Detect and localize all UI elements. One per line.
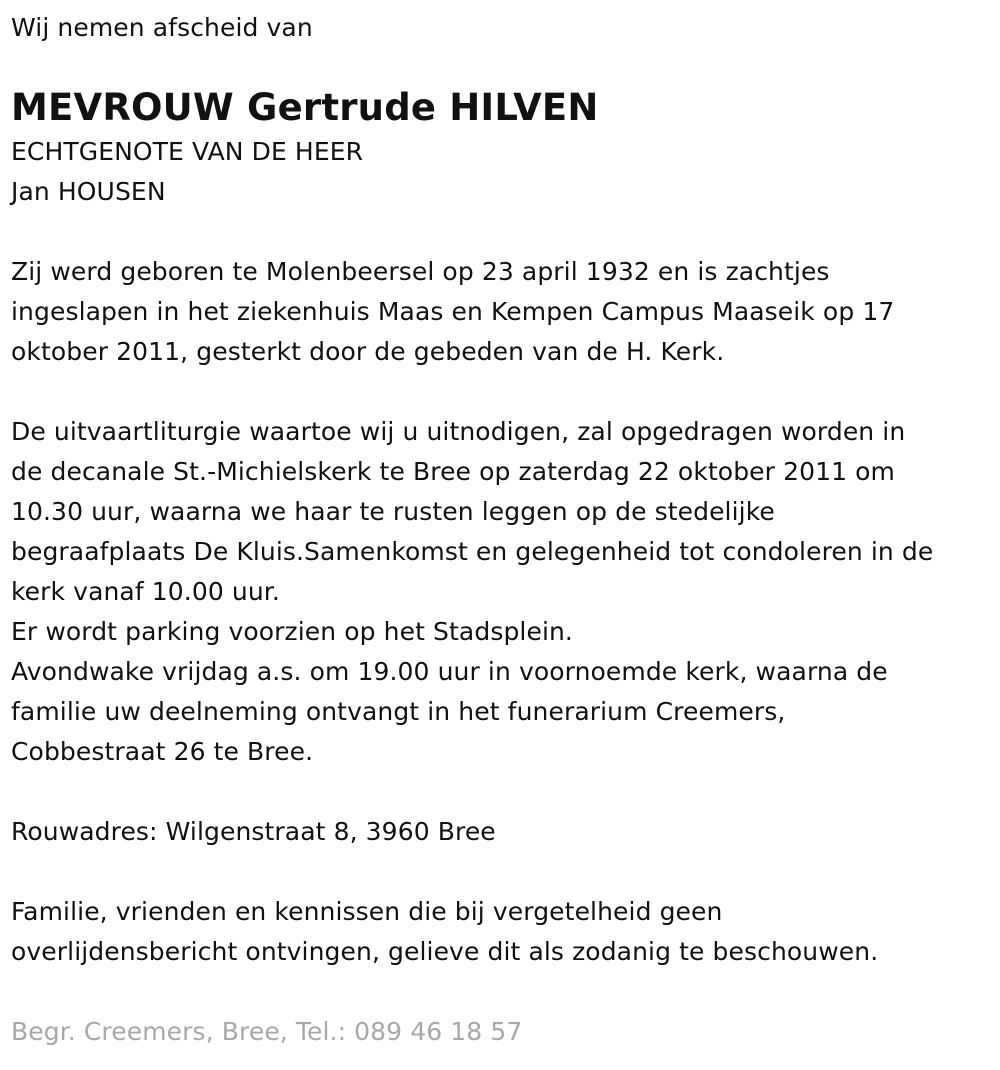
paragraph-line: ingeslapen in het ziekenhuis Maas en Kempen Campus Maaseik op 17 <box>11 297 895 326</box>
paragraph-line: kerk vanaf 10.00 uur. <box>11 577 280 606</box>
deceased-name: MEVROUW Gertrude HILVEN <box>11 86 599 129</box>
paragraph-line: Cobbestraat 26 te Bree. <box>11 737 314 766</box>
paragraph-line: Zij werd geboren te Molenbeersel op 23 april 1932 en is zachtjes <box>11 257 830 286</box>
paragraph-line: de decanale St.-Michielskerk te Bree op zaterdag 22 oktober 2011 om <box>11 457 895 486</box>
paragraph-line: overlijdensbericht ontvingen, gelieve dit als zodanig te beschouwen. <box>11 937 879 966</box>
paragraph-line: oktober 2011, gesterkt door de gebeden van de H. Kerk. <box>11 337 725 366</box>
paragraph-line: De uitvaartliturgie waartoe wij u uitnodigen, zal opgedragen worden in <box>11 417 906 446</box>
paragraph-line: Familie, vrienden en kennissen die bij vergetelheid geen <box>11 897 723 926</box>
paragraph-line: Avondwake vrijdag a.s. om 19.00 uur in voornoemde kerk, waarna de <box>11 657 888 686</box>
spouse-line-1: ECHTGENOTE VAN DE HEER <box>11 137 364 166</box>
funeral-home-footer: Begr. Creemers, Bree, Tel.: 089 46 18 57 <box>11 1017 523 1046</box>
birth-paragraph <box>11 252 990 372</box>
paragraph-line: familie uw deelneming ontvangt in het funerarium Creemers, <box>11 697 786 726</box>
paragraph-line: 10.30 uur, waarna we haar te rusten leggen op de stedelijke <box>11 497 775 526</box>
mourning-address: Rouwadres: Wilgenstraat 8, 3960 Bree <box>11 817 496 846</box>
paragraph-line: Er wordt parking voorzien op het Stadsplein. <box>11 617 573 646</box>
notice-paragraph <box>11 892 990 972</box>
intro-text: Wij nemen afscheid van <box>11 13 313 42</box>
funeral-paragraph <box>11 412 990 772</box>
spouse-line-2: Jan HOUSEN <box>11 177 166 206</box>
paragraph-line: begraafplaats De Kluis.Samenkomst en gelegenheid tot condoleren in de <box>11 537 934 566</box>
address-block <box>11 812 990 852</box>
